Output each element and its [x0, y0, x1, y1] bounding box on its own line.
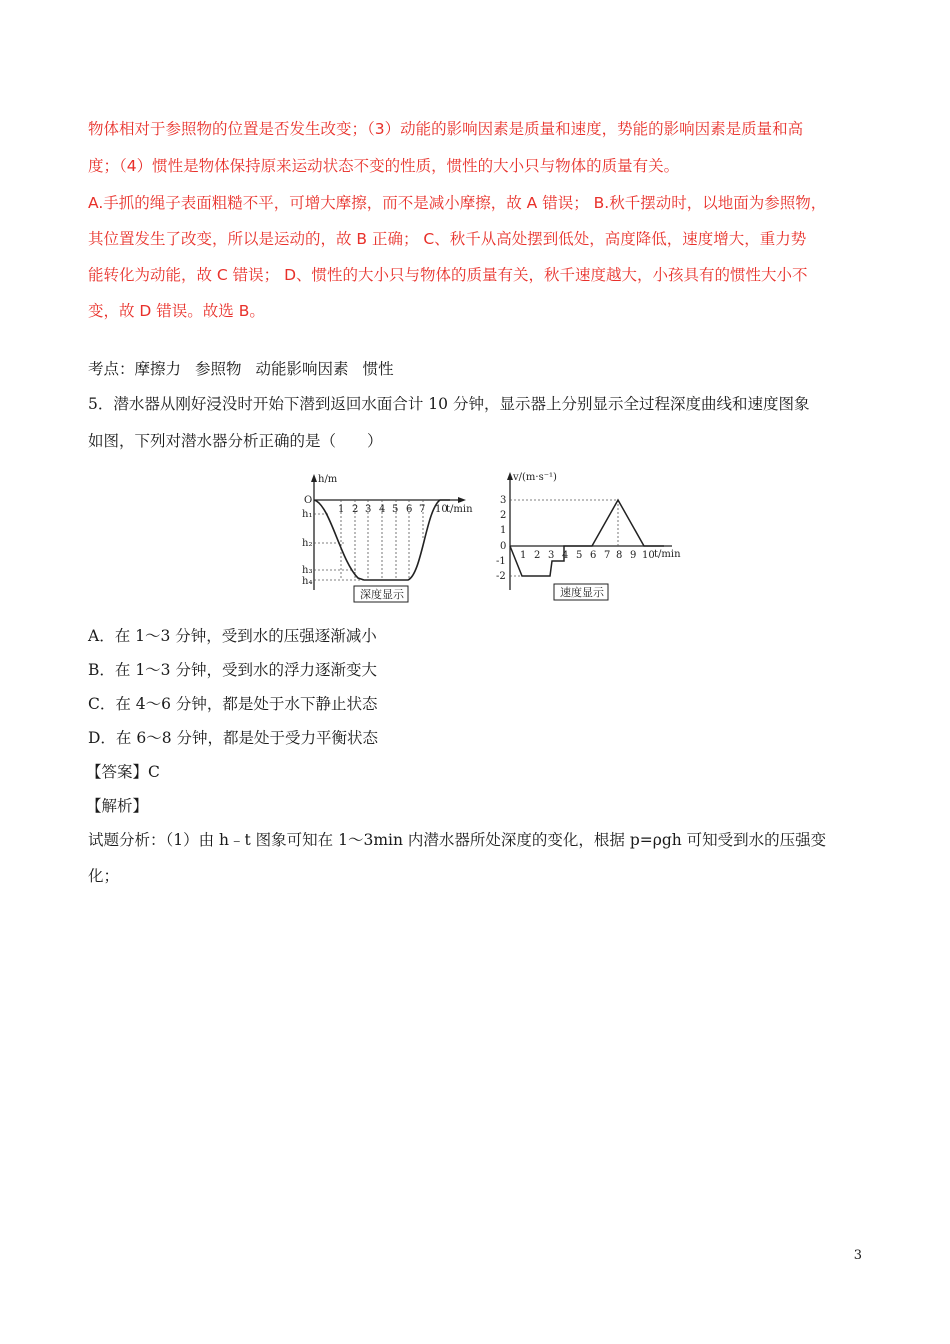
velocity-xtick: 9 [630, 550, 637, 561]
depth-xtick: 2 [352, 504, 359, 515]
velocity-xtick: 4 [562, 550, 569, 561]
velocity-figure [494, 470, 694, 605]
velocity-ytick: 1 [500, 525, 507, 536]
velocity-xtick: 1 [520, 550, 527, 561]
kaodian-item: 参照物 [195, 360, 242, 378]
velocity-ytick: 2 [500, 510, 507, 521]
depth-xtick: 6 [406, 504, 413, 515]
depth-ylabel: h/m [318, 474, 338, 485]
depth-ytick: h₃ [302, 565, 313, 576]
option-a: A．在 1～3 分钟，受到水的压强逐渐减小 [88, 627, 377, 645]
option-d: D．在 6～8 分钟，都是处于受力平衡状态 [88, 729, 379, 747]
question-line-1: 5．潜水器从刚好浸没时开始下潜到返回水面合计 10 分钟，显示器上分别显示全过程深度曲线和速度图象 [88, 395, 810, 413]
depth-xtick: 7 [419, 504, 426, 515]
kaodian-line [88, 357, 408, 379]
red-line-3: A.手抓的绳子表面粗糙不平，可增大摩擦，而不是减小摩擦，故 A 错误； B.秋千摆动时，以地面为参照物， [88, 194, 827, 212]
jiexi-heading: 【解析】 [86, 797, 149, 815]
depth-caption: 深度显示 [360, 588, 404, 601]
velocity-xtick: 2 [534, 550, 541, 561]
velocity-xtick: 6 [590, 550, 597, 561]
option-b: B．在 1～3 分钟，受到水的浮力逐渐变大 [88, 661, 377, 679]
analysis-line-1: 试题分析：（1）由 h﹣t 图象可知在 1～3min 内潜水器所处深度的变化，根据 p=ρgh 可知受到水的压强变 [88, 831, 827, 849]
red-line-2: 度；（4）惯性是物体保持原来运动状态不变的性质，惯性的大小只与物体的质量有关。 [88, 157, 680, 175]
depth-xtick: 5 [392, 504, 399, 515]
velocity-ytick: -2 [496, 571, 506, 582]
depth-ytick: h₁ [302, 509, 313, 520]
depth-ytick: h₂ [302, 538, 313, 549]
kaodian-item: 惯性 [362, 360, 394, 378]
velocity-caption: 速度显示 [560, 586, 604, 599]
depth-origin: O [304, 495, 313, 506]
velocity-ytick: 0 [500, 541, 507, 552]
red-line-6: 变，故 D 错误。故选 B。 [88, 302, 265, 320]
answer: 【答案】C [86, 763, 160, 781]
velocity-xtick: 10 [642, 550, 655, 561]
page-number: 3 [853, 1248, 862, 1263]
kaodian-label: 考点： [88, 360, 135, 378]
depth-xtick: 3 [365, 504, 372, 515]
red-line-4: 其位置发生了改变，所以是运动的，故 B 正确； C、秋千从高处摆到低处，高度降低，速度增大，重力势 [88, 230, 807, 248]
depth-xtick: 4 [379, 504, 386, 515]
depth-xtick: 1 [338, 504, 345, 515]
kaodian-item: 动能影响因素 [255, 360, 349, 378]
velocity-ytick: -1 [496, 556, 506, 567]
velocity-line [510, 500, 664, 576]
velocity-xtick: 3 [548, 550, 555, 561]
question-line-2: 如图，下列对潜水器分析正确的是（ ） [88, 432, 383, 450]
red-line-5: 能转化为动能，故 C 错误； D、惯性的大小只与物体的质量有关，秋千速度越大，小孩具有的惯性大小不 [88, 266, 808, 284]
option-c: C．在 4～6 分钟，都是处于水下静止状态 [88, 695, 378, 713]
depth-xlabel: t/min [446, 504, 473, 515]
red-line-1: 物体相对于参照物的位置是否发生改变；（3）动能的影响因素是质量和速度，势能的影响因素是质量和高 [88, 120, 804, 138]
depth-figure [300, 470, 490, 605]
analysis-line-2: 化； [88, 867, 120, 885]
depth-ytick: h₄ [302, 576, 313, 587]
velocity-xtick: 5 [576, 550, 583, 561]
velocity-ylabel: v/(m·s⁻¹) [513, 472, 557, 483]
velocity-xtick: 7 [604, 550, 611, 561]
velocity-xtick: 8 [616, 550, 623, 561]
kaodian-item: 摩擦力 [134, 360, 182, 378]
velocity-ytick: 3 [500, 495, 507, 506]
depth-xtick: 10 [435, 504, 448, 515]
velocity-xlabel: t/min [654, 549, 681, 560]
